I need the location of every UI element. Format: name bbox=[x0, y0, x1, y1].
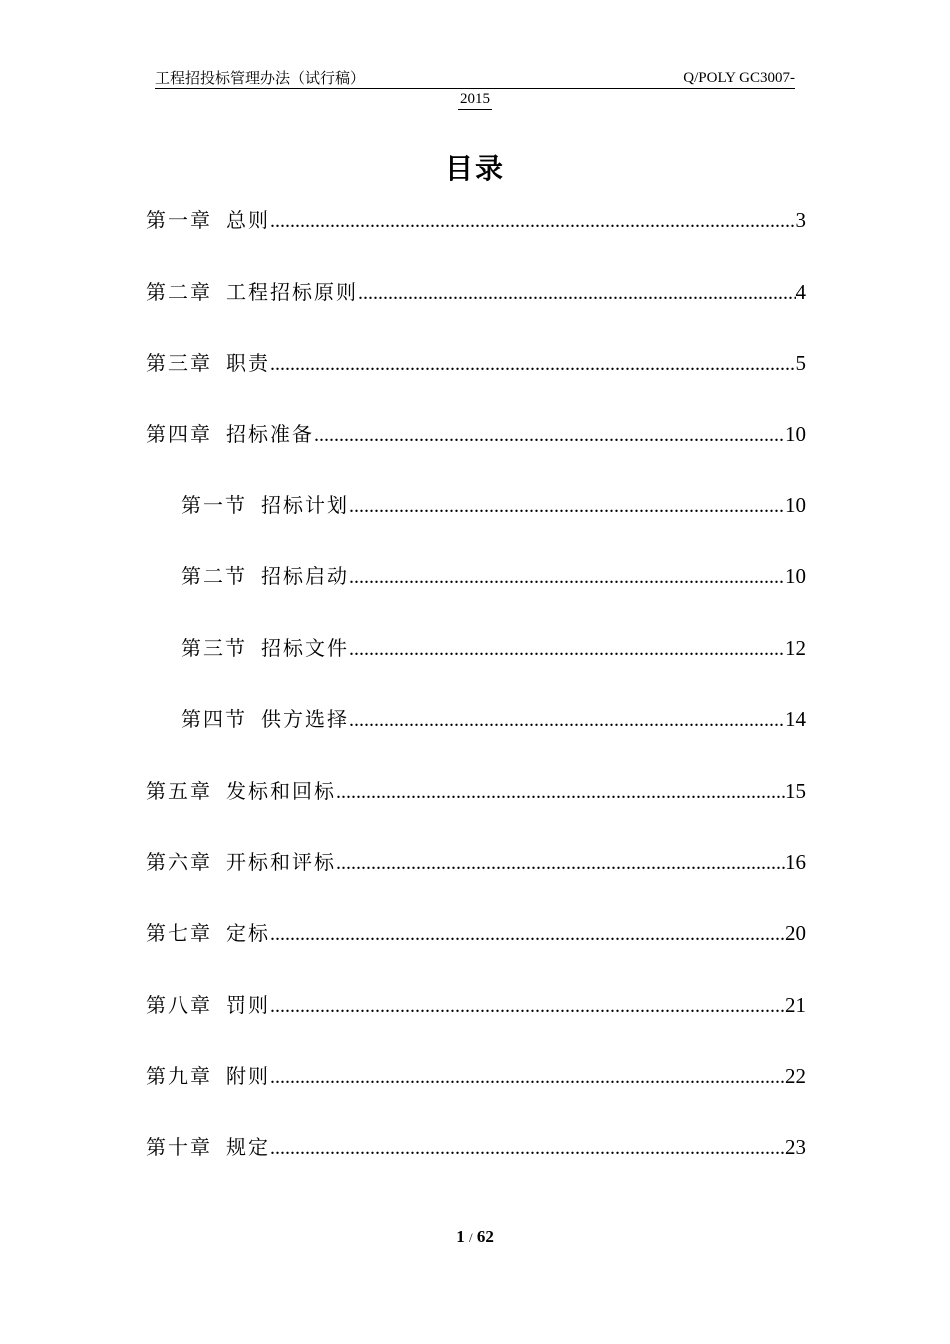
toc-entry-title: 开标和评标 bbox=[226, 850, 336, 874]
toc-entry-page: 10 bbox=[785, 493, 806, 517]
toc-entry[interactable] bbox=[146, 419, 806, 449]
toc-sub-entry[interactable] bbox=[181, 561, 806, 591]
toc-sub-entry[interactable] bbox=[181, 490, 806, 520]
toc-entry-number: 第十章 bbox=[146, 1135, 212, 1159]
toc-entry-title: 定标 bbox=[226, 921, 270, 945]
toc-dot-leader bbox=[270, 349, 796, 379]
toc-entry-number: 第八章 bbox=[146, 993, 212, 1017]
toc-entry-number: 第七章 bbox=[146, 921, 212, 945]
toc-dot-leader bbox=[270, 1062, 785, 1092]
toc-entry-number: 第三章 bbox=[146, 351, 212, 375]
toc-entry-page: 14 bbox=[785, 707, 806, 731]
toc-entry-page: 10 bbox=[785, 422, 806, 446]
toc-dot-leader bbox=[349, 562, 785, 592]
toc-entry-title: 规定 bbox=[226, 1135, 270, 1159]
current-page-number: 1 bbox=[456, 1227, 465, 1246]
toc-entry-title: 供方选择 bbox=[261, 707, 349, 731]
toc-entry-page: 12 bbox=[785, 636, 806, 660]
toc-entry-title: 职责 bbox=[226, 351, 270, 375]
toc-dot-leader bbox=[336, 848, 785, 878]
toc-entry[interactable] bbox=[146, 847, 806, 877]
toc-entry-page: 22 bbox=[785, 1064, 806, 1088]
toc-entry[interactable] bbox=[146, 776, 806, 806]
toc-entry-title: 总则 bbox=[226, 208, 270, 232]
toc-entry-title: 招标计划 bbox=[261, 493, 349, 517]
toc-entry-page: 10 bbox=[785, 564, 806, 588]
toc-entry-number: 第九章 bbox=[146, 1064, 212, 1088]
toc-entry[interactable] bbox=[146, 348, 806, 378]
toc-dot-leader bbox=[349, 491, 785, 521]
toc-entry-page: 4 bbox=[795, 280, 806, 304]
header-title: 工程招投标管理办法（试行稿） bbox=[155, 69, 366, 87]
toc-entry-number: 第四章 bbox=[146, 422, 212, 446]
toc-dot-leader bbox=[270, 1133, 785, 1163]
toc-dot-leader bbox=[336, 777, 785, 807]
toc-entry[interactable] bbox=[146, 205, 806, 235]
toc-entry-page: 21 bbox=[785, 993, 806, 1017]
toc-entry-number: 第六章 bbox=[146, 850, 212, 874]
toc-entry-number: 第二节 bbox=[181, 564, 247, 588]
header-document-code: Q/POLY GC3007- bbox=[683, 70, 795, 86]
toc-entry-page: 16 bbox=[785, 850, 806, 874]
toc-entry[interactable] bbox=[146, 277, 806, 307]
toc-entry-page: 15 bbox=[785, 779, 806, 803]
toc-entry[interactable] bbox=[146, 1061, 806, 1091]
toc-entry-page: 23 bbox=[785, 1135, 806, 1159]
toc-entry-number: 第一节 bbox=[181, 493, 247, 517]
toc-entry-number: 第四节 bbox=[181, 707, 247, 731]
toc-entry-number: 第五章 bbox=[146, 779, 212, 803]
toc-entry-page: 20 bbox=[785, 921, 806, 945]
toc-dot-leader bbox=[270, 991, 785, 1021]
toc-sub-entry[interactable] bbox=[181, 633, 806, 663]
header-line bbox=[155, 68, 795, 89]
toc-title: 目录 bbox=[444, 152, 505, 185]
page-separator: / bbox=[468, 1230, 473, 1245]
toc-dot-leader bbox=[349, 705, 785, 735]
toc-dot-leader bbox=[270, 206, 796, 236]
toc-entry-number: 第一章 bbox=[146, 208, 212, 232]
page-header bbox=[155, 68, 795, 110]
toc-entry-title: 发标和回标 bbox=[226, 779, 336, 803]
toc-entry[interactable] bbox=[146, 918, 806, 948]
toc-sub-entry[interactable] bbox=[181, 704, 806, 734]
toc-dot-leader bbox=[314, 420, 785, 450]
toc-entry-title: 招标启动 bbox=[261, 564, 349, 588]
toc-entry[interactable] bbox=[146, 990, 806, 1020]
toc-dot-leader bbox=[349, 634, 785, 664]
toc-dot-leader bbox=[270, 919, 785, 949]
toc-entry-number: 第二章 bbox=[146, 280, 212, 304]
toc-entry-title: 罚则 bbox=[226, 993, 270, 1017]
toc-entry-page: 3 bbox=[795, 208, 806, 232]
toc-entry-title: 招标文件 bbox=[261, 636, 349, 660]
toc-entry-title: 工程招标原则 bbox=[226, 280, 358, 304]
toc-entry[interactable] bbox=[146, 1132, 806, 1162]
toc-entry-page: 5 bbox=[795, 351, 806, 375]
toc-entry-number: 第三节 bbox=[181, 636, 247, 660]
header-document-code-continuation: 2015 bbox=[458, 89, 492, 110]
total-page-count: 62 bbox=[476, 1227, 494, 1246]
toc-dot-leader bbox=[358, 278, 796, 308]
toc-entry-title: 招标准备 bbox=[226, 422, 314, 446]
toc-entry-title: 附则 bbox=[226, 1064, 270, 1088]
page-footer bbox=[0, 1227, 950, 1247]
